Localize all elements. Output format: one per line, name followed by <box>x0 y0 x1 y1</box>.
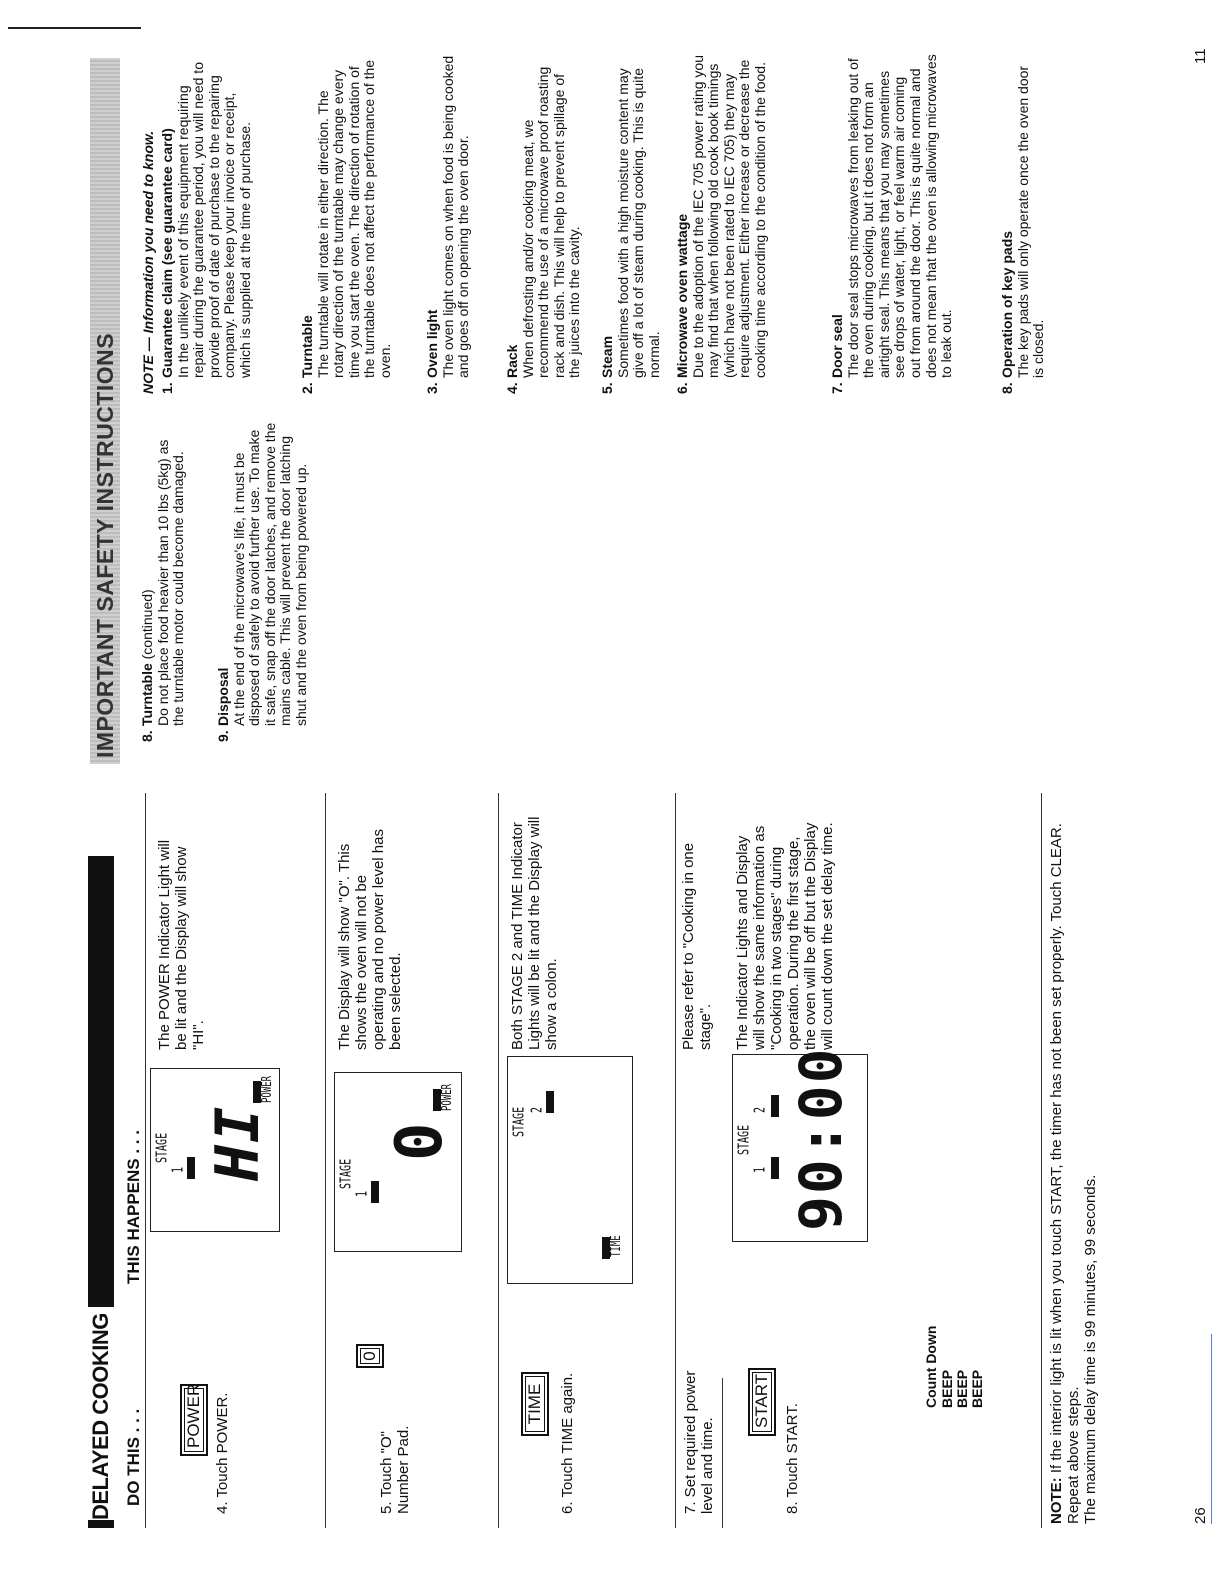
section-heading: Door seal <box>829 314 845 378</box>
section-number: 4. <box>504 382 520 394</box>
step-number: 8. <box>784 1501 801 1514</box>
start-key[interactable]: START <box>748 1368 776 1436</box>
note-rule <box>1041 793 1042 1528</box>
step-text <box>214 1393 231 1514</box>
blue-rule <box>1211 1334 1212 1524</box>
stage-1-indicator <box>187 1157 195 1179</box>
section-body: The door seal stops microwaves from leaking out of the oven during cooking, but it does not form an airtight seal. This means that you may sometimes see drops of water, light, or feel warm air coming out from around the door. This is quite normal and does not mean that the oven is allowing microwaves to leak out. <box>844 54 955 378</box>
step-text <box>784 1403 801 1514</box>
display-panel <box>507 1056 633 1284</box>
section-heading-suffix: (continued) <box>139 589 155 664</box>
stage-number: 2 <box>529 1106 546 1113</box>
title-mark <box>88 1520 114 1528</box>
step-description: The POWER Indicator Light will be lit and the Display will show "HI". <box>156 839 207 1050</box>
section-heading: Guarantee claim (see guarantee card) <box>159 128 175 378</box>
display-panel <box>334 1072 462 1252</box>
row-rule <box>498 793 499 1528</box>
section-heading: Oven light <box>424 309 440 378</box>
section-heading: Steam <box>599 335 615 378</box>
stage-1-indicator <box>771 1157 779 1179</box>
section-door-seal <box>830 54 955 394</box>
section-heading: Disposal <box>215 667 231 726</box>
beep-label: BEEP <box>969 1369 985 1408</box>
display-panel <box>150 1068 280 1232</box>
step-number: 5. <box>378 1501 395 1514</box>
section-number: 8. <box>139 730 155 742</box>
stage-number: 1 <box>752 1166 769 1173</box>
stage-label: STAGE <box>736 1124 753 1155</box>
display-readout: 90:00 <box>787 1046 855 1231</box>
safety-title: IMPORTANT SAFETY INSTRUCTIONS <box>90 58 120 764</box>
display-readout: 0 <box>383 1120 457 1161</box>
step-description: Both STAGE 2 and TIME Indicator Lights will be lit and the Display will show a colon. <box>509 816 560 1050</box>
stage-label: STAGE <box>511 1106 528 1137</box>
section-oven-light <box>425 54 472 394</box>
section-rack <box>505 54 583 394</box>
stage-1-indicator <box>371 1181 379 1203</box>
row-rule <box>675 793 676 1528</box>
section-number: 6. <box>674 382 690 394</box>
page-number-right: 11 <box>1192 48 1209 64</box>
display-panel <box>732 1046 868 1242</box>
section-turntable-continued <box>140 422 187 742</box>
section-wattage <box>675 54 769 394</box>
power-label: POWER <box>260 1075 276 1103</box>
stage-number: 1 <box>354 1190 371 1197</box>
section-guarantee <box>160 54 254 394</box>
power-key[interactable]: POWER <box>180 1384 208 1456</box>
section-number: 2. <box>299 382 315 394</box>
stage-2-indicator <box>546 1091 554 1113</box>
step-number: 6. <box>559 1501 576 1514</box>
section-heading: Turntable <box>139 663 155 726</box>
page-title: DELAYED COOKING <box>88 1307 114 1520</box>
step-text <box>682 1354 716 1514</box>
step-label: Touch POWER. <box>214 1392 231 1498</box>
zero-key[interactable]: 0 <box>356 1344 384 1368</box>
section-body: Due to the adoption of the IEC 705 power rating you may find that when following old cook book timings (which have not been rated to IEC 705) they may require adjustment. Either increase or decrease the cooking time according to the condition of the food. <box>689 55 768 378</box>
note-block <box>1048 774 1099 1524</box>
section-heading: Operation of key pads <box>999 230 1015 378</box>
step-description: Please refer to "Cooking in one stage". <box>680 842 714 1050</box>
section-body: In the unlikely event of this equipment requiring repair during the guarantee period, you will need to provide proof of date of purchase to the repairing company. Please keep your invoice or receipt, which is supplied at the time of purchase. <box>174 62 253 378</box>
count-down-label: Count Down <box>923 1325 939 1408</box>
section-number: 1. <box>159 382 175 394</box>
stage-number: 1 <box>170 1166 187 1173</box>
note-label: NOTE: <box>1048 1477 1065 1524</box>
step-number: 4. <box>214 1501 231 1514</box>
stage-number: 2 <box>752 1106 769 1113</box>
column-header-do: DO THIS . . . <box>124 1408 143 1506</box>
note-heading: NOTE — Information you need to know. <box>140 130 156 394</box>
section-number: 7. <box>829 382 845 394</box>
note-text: If the interior light is lit when you touch START, the timer has not been set properly. Touch CLEAR. Repeat above steps. <box>1048 823 1082 1524</box>
section-body: The key pads will only operate once the oven door is closed. <box>1014 65 1047 378</box>
header-rule <box>145 793 146 1528</box>
section-key-pads <box>1000 54 1047 394</box>
column-header-happens: THIS HAPPENS . . . <box>124 1130 143 1284</box>
time-label: TIME <box>609 1235 625 1257</box>
section-heading: Microwave oven wattage <box>674 213 690 378</box>
section-heading: Turntable <box>299 315 315 378</box>
section-body: Do not place food heavier than 10 lbs (5kg) as the turntable motor could become damaged. <box>154 439 187 726</box>
section-number: 5. <box>599 382 615 394</box>
max-delay-text: The maximum delay time is 99 minutes, 99 seconds. <box>1082 1174 1099 1524</box>
row-rule <box>722 1378 723 1528</box>
section-body: The turntable will rotate in either direction. The rotary direction of the turntable may change every time you start the oven. The direction of rotation of the turntable does not affect the performance of the oven. <box>314 59 393 378</box>
section-number: 8. <box>999 382 1015 394</box>
step-description: The Indicator Lights and Display will show the same information as "Cooking in two stages" during operation. During the first stage, the oven will be off but the Display will count down the set delay time. <box>734 822 836 1050</box>
row-rule <box>325 793 326 1528</box>
page-number-left: 26 <box>1192 1507 1209 1524</box>
section-heading: Rack <box>504 344 520 378</box>
step-label: Touch START. <box>784 1403 801 1498</box>
section-body: When defrosting and/or cooking meat, we recommend the use of a microwave proof roasting rack and dish. This will help to prevent spillage of the juices into the cavity. <box>519 66 583 378</box>
step-number: 7. <box>682 1501 699 1514</box>
section-turntable <box>300 54 394 394</box>
stage-label: STAGE <box>338 1158 355 1189</box>
section-number: 9. <box>215 730 231 742</box>
section-steam <box>600 54 662 394</box>
step-text <box>378 1394 412 1514</box>
step-label: Set required power level and time. <box>682 1370 716 1514</box>
top-edge-rule <box>8 27 141 29</box>
stage-2-indicator <box>771 1095 779 1117</box>
beep-label: BEEP <box>939 1369 955 1408</box>
section-body: The oven light comes on when food is being cooked and goes off on opening the oven door. <box>439 55 472 378</box>
section-body: Sometimes food with a high moisture content may give off a lot of steam during cooking. This is quite normal. <box>614 68 662 378</box>
section-disposal <box>216 422 310 742</box>
section-body: At the end of the microwave's life, it must be disposed of safely to avoid further use. To make it safe, snap off the door latches, and remove the mains cable. This will prevent the door latching shut and the oven from being powered up. <box>230 422 309 726</box>
section-number: 3. <box>424 382 440 394</box>
step-label: Touch TIME again. <box>559 1372 576 1498</box>
step-text <box>559 1373 576 1514</box>
display-readout: HI <box>203 1104 273 1181</box>
step-description: The Display will show "O". This shows the oven will not be operating and no power level has been selected. <box>336 829 404 1050</box>
power-label: POWER <box>440 1083 456 1111</box>
beep-label: BEEP <box>954 1369 970 1408</box>
step-label: Touch "O" Number Pad. <box>378 1425 412 1514</box>
time-key[interactable]: TIME <box>521 1372 549 1436</box>
stage-label: STAGE <box>154 1132 171 1163</box>
